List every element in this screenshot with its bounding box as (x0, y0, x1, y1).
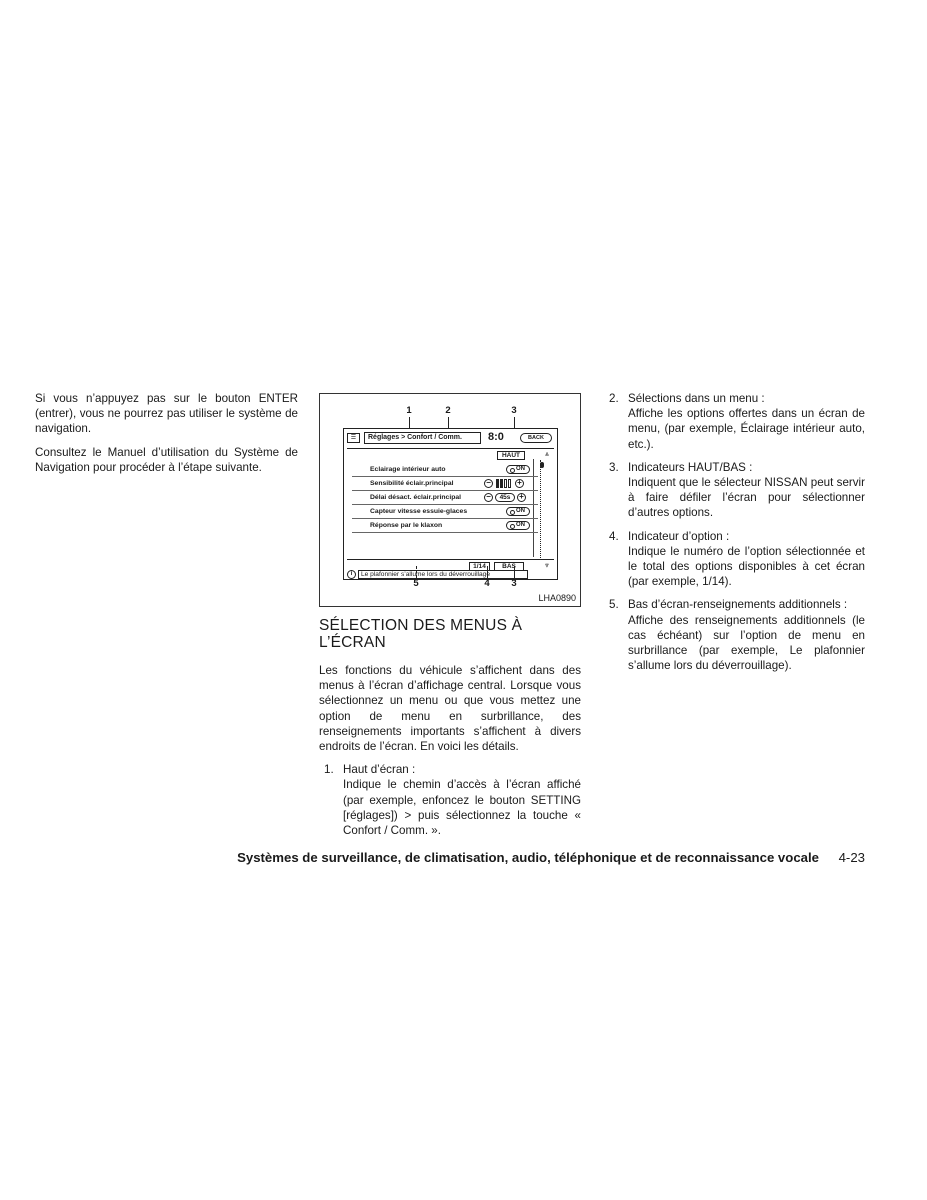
minus-icon: − (484, 479, 493, 488)
item-description: Affiche des renseignements additionnels (le cas échéant) sur l’option de menu en surbrillance (par exemple, Le plafonnier s’allume lors du déverrouillage). (628, 613, 865, 673)
scrollbar-thumb (540, 462, 544, 468)
figure-code: LHA0890 (538, 593, 576, 603)
menu-row-label: Eclairage intérieur auto (370, 466, 446, 473)
callout-2-top: 2 (445, 405, 451, 416)
screen-path: Réglages > Confort / Comm. (364, 432, 481, 444)
menu-row-klaxon (352, 519, 538, 533)
screen-footer-divider (347, 559, 554, 560)
item-title: Indicateur d’option : (628, 529, 730, 543)
item-description: Indique le numéro de l’option sélectionnée et le total des options disponibles à cet écran (par exemple, 1/14). (628, 544, 865, 589)
item-title: Sélections dans un menu : (628, 392, 765, 405)
menu-icon: ☰ (347, 433, 360, 443)
menu-row-label: Réponse par le klaxon (370, 522, 443, 529)
item-number: 1. (324, 763, 334, 777)
item-title: Bas d’écran-renseignements additionnels : (628, 598, 848, 612)
on-toggle: ON (506, 521, 530, 530)
list-item (609, 391, 865, 452)
right-column (609, 391, 865, 681)
item-number: 2. (609, 392, 619, 405)
screen-header-divider (347, 448, 554, 449)
plus-icon: + (517, 493, 526, 502)
scrollbar (540, 460, 543, 560)
haut-indicator: HAUT (497, 451, 525, 460)
screen-clock: 8:0 (488, 431, 504, 443)
callout-1-top: 1 (406, 405, 412, 416)
callout-3-top: 3 (511, 405, 517, 416)
item-list-part2 (609, 391, 865, 673)
back-button: BACK (520, 433, 552, 443)
page-number: 4-23 (838, 850, 865, 865)
section-title (319, 617, 581, 651)
minus-icon: − (484, 493, 493, 502)
item-title: Indicateurs HAUT/BAS : (628, 460, 753, 474)
plus-icon: + (515, 479, 524, 488)
scroll-up-icon: ⩓ (545, 451, 549, 458)
section-title-line1: SÉLECTION DES MENUS À (319, 617, 523, 634)
option-counter: 1/14 (469, 562, 490, 571)
on-toggle: ON (506, 507, 530, 516)
left-column (35, 391, 298, 483)
screen-header (347, 432, 554, 445)
info-text: Le plafonnier s’allume lors du déverrouillage (358, 570, 528, 579)
menu-row-delai (352, 491, 538, 505)
callout-4: 4 (484, 578, 490, 589)
item-number: 3. (609, 460, 619, 474)
item-description: Affiche les options offertes dans un écran de menu, (par exemple, Éclairage intérieur auto, etc.). (628, 407, 865, 451)
info-icon: i (347, 570, 356, 579)
screen-illustration (319, 393, 581, 607)
menu-row-label: Sensibilité éclair.principal (370, 480, 454, 487)
item-number: 5. (609, 598, 619, 612)
menu-row-label: Capteur vitesse essuie-glaces (370, 508, 468, 515)
on-toggle: ON (506, 465, 530, 474)
middle-column (319, 393, 581, 846)
list-item (609, 529, 865, 590)
chapter-title: Systèmes de surveillance, de climatisation, audio, téléphonique et de reconnaissance vocale (237, 850, 819, 865)
menu-row-label: Délai désact. éclair.principal (370, 494, 462, 501)
section-title-line2: L’ÉCRAN (319, 634, 386, 651)
leader-4 (487, 566, 488, 578)
item-list-part1 (319, 762, 581, 838)
display-screen (343, 428, 558, 580)
list-item (609, 597, 865, 673)
leader-5 (416, 566, 417, 578)
menu-row-sensibilite (352, 477, 538, 491)
callout-5: 5 (413, 578, 419, 589)
item-number: 4. (609, 529, 619, 543)
callout-3-bottom: 3 (511, 578, 517, 589)
item-description: Indiquent que le sélecteur NISSAN peut servir à faire défiler l’écran pour sélectionner d’autres options. (628, 476, 865, 520)
navigation-manual-paragraph: Consultez le Manuel d’utilisation du Système de Navigation pour procéder à l’étape suivante. (35, 445, 298, 474)
scroll-down-icon: ⩔ (545, 562, 549, 569)
list-item (319, 762, 581, 838)
sensitivity-bars-icon (496, 479, 512, 488)
section-intro: Les fonctions du véhicule s’affichent dans des menus à l’écran d’affichage central. Lorsque vous sélectionnez un menu ou que vous mettez une option de menu en surbrillance, des renseignements importants s’affichent à divers endroits de l’écran. En voici les détails. (319, 664, 581, 754)
bas-indicator: BAS (494, 562, 524, 571)
item-title: Haut d’écran : (343, 763, 416, 777)
leader-3-bottom (514, 566, 515, 578)
menu-row-eclairage (352, 463, 538, 477)
enter-button-paragraph: Si vous n’appuyez pas sur le bouton ENTER (entrer), vous ne pourrez pas utiliser le système de navigation. (35, 392, 298, 436)
screen-info-bar (347, 570, 527, 579)
delay-value: 45s (495, 493, 515, 502)
menu-row-capteur (352, 505, 538, 519)
list-item (609, 460, 865, 521)
item-description: Indique le chemin d’accès à l’écran affiché (par exemple, enfoncez le bouton SETTING [réglages]) > puis sélectionnez la touche « Confort / Comm. ». (343, 778, 581, 838)
